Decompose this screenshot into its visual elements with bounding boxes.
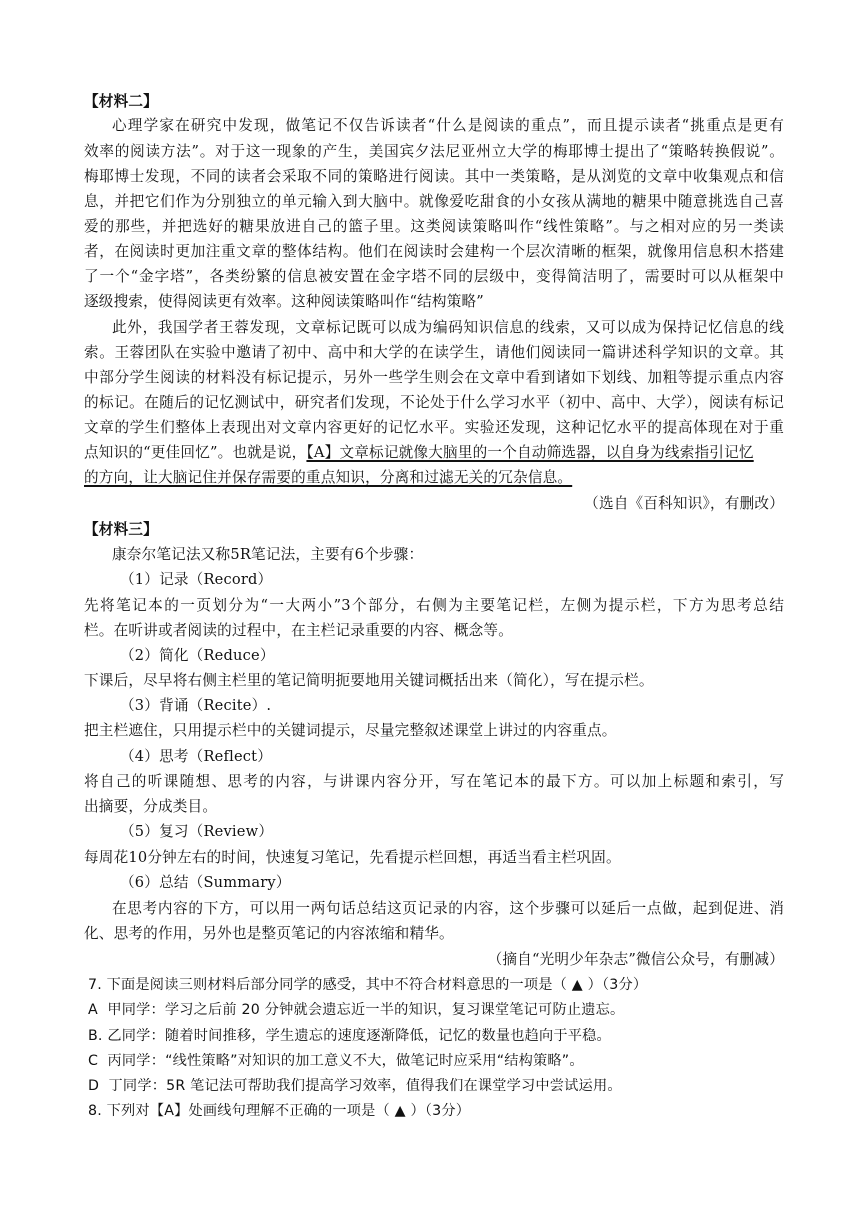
q7-option-a — [88, 1000, 784, 1020]
material3-intro: 康奈尔笔记法又称5R笔记法，主要有6个步骤： — [112, 546, 424, 563]
step3-title: （3）背诵（Recite）. — [120, 697, 272, 714]
step2-line1: 下课后，尽早将右侧主栏里的笔记简明扼要地用关键词概括出来（简化），写在提示栏。 — [84, 672, 654, 689]
option-letter: B. — [88, 1028, 103, 1044]
step3-line1: 把主栏遮住，只用提示栏中的关键词提示，尽量完整叙述课堂上讲过的内容重点。 — [84, 722, 617, 739]
step4-line2: 出摘要，分成类目。 — [84, 798, 218, 815]
material3-source: （摘自“光明少年杂志”微信公众号，有删减） — [487, 951, 784, 968]
underlined-sentence-a-part1: 【A】文章标记就像大脑里的一个自动筛选器，以自身为线索指引记忆 — [306, 444, 754, 461]
material3-heading: 【材料三】 — [84, 521, 158, 538]
material2-p2-line4: 的标记。在随后的记忆测试中，研究者们发现，不论处于什么学习水平（初中、高中、大学），阅读有标记 — [84, 394, 784, 411]
material2-p1-line1: 心理学家在研究中发现，做笔记不仅告诉读者“什么是阅读的重点”，而且提示读者“挑重点是更有 — [112, 117, 784, 134]
option-letter: C — [88, 1053, 99, 1069]
step6-line2: 化、思考的作用，另外也是整页笔记的内容浓缩和精华。 — [84, 925, 454, 942]
option-letter: A — [88, 1002, 98, 1018]
material2-p1-line2: 效率的阅读方法”。对于这一现象的产生，美国宾夕法尼亚州立大学的梅耶博士提出了“策略转换假说”。 — [84, 143, 784, 160]
p2-line6-prefix: 点知识的“更佳回忆”。也就是说， — [84, 444, 307, 461]
material2-p1-line4: 息，并把它们作为分别独立的单元输入到大脑中。就像爱吃甜食的小女孩从满地的糖果中随意挑选自己喜 — [84, 193, 784, 210]
option-text: 丁同学：5R 笔记法可帮助我们提高学习效率，值得我们在课堂学习中尝试运用。 — [108, 1078, 622, 1094]
step5-title: （5）复习（Review） — [120, 823, 274, 840]
material2-p1-line8: 逐级搜索，使得阅读更有效率。这种阅读策略叫作“结构策略” — [84, 293, 484, 310]
material2-p1-line3: 梅耶博士发现，不同的读者会采取不同的策略进行阅读。其中一类策略，是从浏览的文章中收集观点和信 — [84, 168, 784, 185]
step4-line1: 将自己的听课随想、思考的内容，与讲课内容分开，写在笔记本的最下方。可以加上标题和索引，写 — [84, 773, 784, 790]
step5-line1: 每周花10分钟左右的时间，快速复习笔记，先看提示栏回想，再适当看主栏巩固。 — [84, 849, 621, 866]
q7-option-d — [88, 1076, 784, 1096]
question-7: 7. 下面是阅读三则材料后部分同学的感受，其中不符合材料意思的一项是（ ▲ ）（3分） — [88, 977, 648, 993]
material2-p2-line5: 文章的学生们整体上表现出对文章内容更好的记忆水平。实验还发现，这种记忆水平的提高体现在对于重 — [84, 419, 784, 436]
underlined-sentence-a-part2: 的方向，让大脑记住并保存需要的重点知识，分离和过滤无关的冗杂信息。 — [84, 469, 573, 486]
material2-p1-line5: 爱的那些，并把选好的糖果放进自己的篮子里。这类阅读策略叫作“线性策略”。与之相对应的另一类读 — [84, 218, 784, 235]
material2-p2-line2: 索。王蓉团队在实验中邀请了初中、高中和大学的在读学生，请他们阅读同一篇讲述科学知识的文章。其 — [84, 344, 784, 361]
step1-line2: 栏。在听讲或者阅读的过程中，在主栏记录重要的内容、概念等。 — [84, 622, 514, 639]
option-text: 甲同学：学习之后前 20 分钟就会遗忘近一半的知识，复习课堂笔记可防止遗忘。 — [107, 1002, 625, 1018]
material2-p1-line7: 了一个“金字塔”，各类纷繁的信息被安置在金字塔不同的层级中，变得简洁明了，需要时可以从框架中 — [84, 268, 784, 285]
step2-title: （2）简化（Reduce） — [120, 647, 275, 664]
q7-option-c — [88, 1051, 784, 1071]
step4-title: （4）思考（Reflect） — [120, 748, 273, 765]
step1-line1: 先将笔记本的一页划分为“一大两小”3个部分，右侧为主要笔记栏，左侧为提示栏，下方为思考总结 — [84, 597, 784, 614]
material2-p2-line1: 此外，我国学者王蓉发现，文章标记既可以成为编码知识信息的线索，又可以成为保持记忆信息的线 — [112, 319, 784, 336]
material2-source: （选自《百科知识》，有删改） — [584, 495, 784, 512]
material2-p2-line7 — [84, 468, 784, 488]
step6-title: （6）总结（Summary） — [120, 874, 291, 891]
material2-p2-line3: 中部分学生阅读的材料没有标记提示，另外一些学生则会在文章中看到诸如下划线、加粗等提示重点内容 — [84, 369, 784, 386]
step1-title: （1）记录（Record） — [120, 571, 273, 588]
q7-option-b — [88, 1026, 784, 1046]
option-letter: D — [88, 1078, 100, 1094]
material2-heading: 【材料二】 — [84, 93, 158, 110]
question-8: 8. 下列对【A】处画线句理解不正确的一项是（ ▲ ）（3分） — [88, 1103, 471, 1119]
material2-p1-line6: 者，在阅读时更加注重文章的整体结构。他们在阅读时会建构一个层次清晰的框架，就像用信息积木搭建 — [84, 243, 784, 260]
step6-line1: 在思考内容的下方，可以用一两句话总结这页记录的内容，这个步骤可以延后一点做，起到促进、消 — [112, 900, 784, 917]
option-text: 乙同学：随着时间推移，学生遗忘的速度逐渐降低，记忆的数量也趋向于平稳。 — [107, 1028, 611, 1044]
material2-p2-line6 — [84, 443, 784, 463]
option-text: 丙同学：“线性策略”对知识的加工意义不大，做笔记时应采用“结构策略”。 — [107, 1053, 584, 1069]
